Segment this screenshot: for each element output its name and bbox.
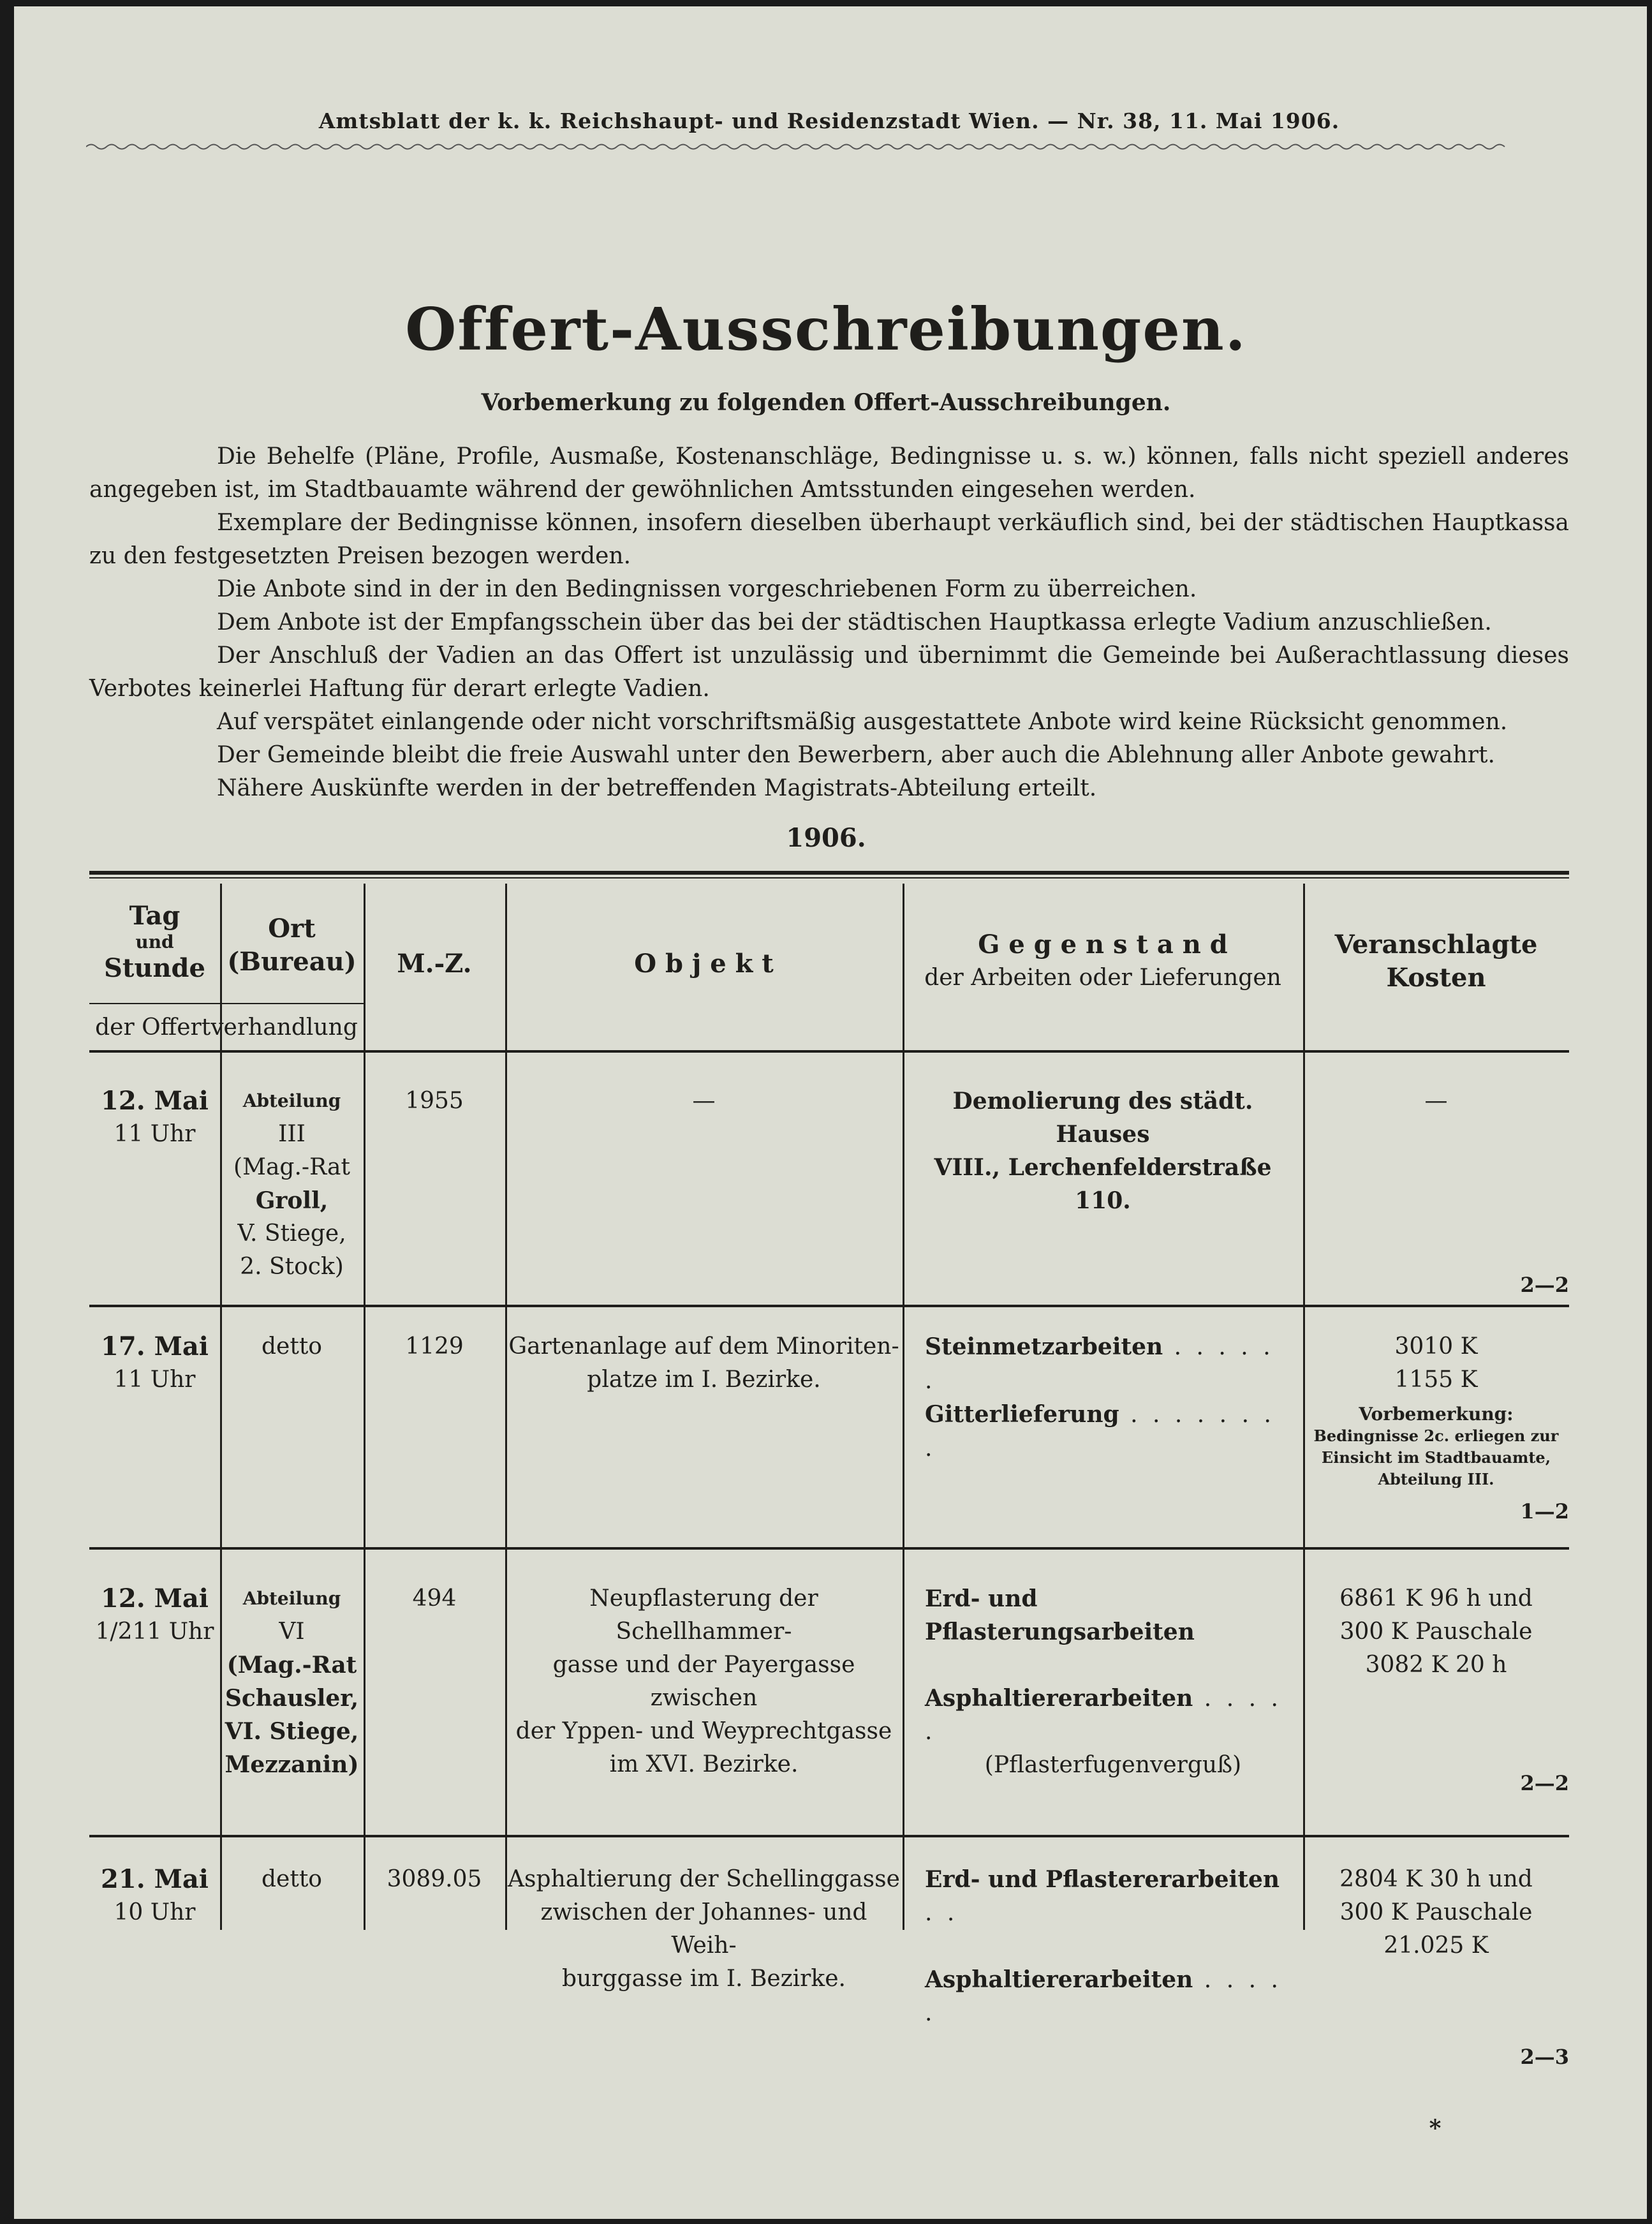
offert-subheader-rule (89, 1003, 364, 1004)
col-divider-4 (903, 884, 904, 1930)
page-header: Amtsblatt der k. k. Reichshaupt- und Residenzstadt Wien. — Nr. 38, 11. Mai 1906. (318, 108, 1340, 133)
row2-date: 17. Mai 11 Uhr (101, 1331, 209, 1393)
row2-objekt: Gartenanlage auf dem Minoriten- platze im I. Bezirke. (508, 1333, 899, 1393)
table-header-rule (89, 1050, 1569, 1053)
subtitle: Vorbemerkung zu folgenden Offert-Ausschreibungen. (481, 389, 1171, 416)
row2-mz: 1129 (405, 1333, 464, 1360)
row3-objekt: Neupflasterung der Schellhammer- gasse und der Payergasse zwischen der Yppen- und Weyprechtgasse im XVI. Bezirke. (515, 1585, 892, 1777)
row2-gegenstand: Steinmetzarbeiten . . . . . . Gitterlieferung . . . . . . . . (925, 1333, 1275, 1462)
header-mz: M.-Z. (397, 949, 472, 979)
row-rule-1 (89, 1305, 1569, 1307)
intro-paragraph-3: Die Anbote sind in der in den Bedingnissen vorgeschriebenen Form zu überreichen. (217, 576, 1197, 602)
header-wavy-rule (86, 142, 1572, 152)
row1-mz: 1955 (405, 1088, 464, 1114)
row4-gegenstand: Erd- und Pflastererarbeiten . . Asphaltiererarbeiten . . . . . (925, 1866, 1282, 2026)
row4-kosten: 2804 K 30 h und 300 K Pauschale 21.025 K (1339, 1866, 1533, 1959)
row4-ort: detto (262, 1866, 322, 1892)
row1-gegenstand: Demolierung des städt. Hauses VIII., Lerchenfelderstraße 110. (934, 1088, 1272, 1214)
table-top-rule-thin (89, 877, 1569, 878)
row3-gegenstand: Erd- und Pflasterungsarbeiten Asphaltiererarbeiten . . . . . (Pflasterfugenverguß) (925, 1585, 1282, 1778)
row-rule-3 (89, 1835, 1569, 1837)
header-gegenstand: G e g e n s t a n d der Arbeiten oder Lieferungen (924, 930, 1281, 991)
row1-kosten: — (1424, 1088, 1448, 1114)
row4-code: 2—3 (1520, 2045, 1569, 2069)
row2-ort: detto (262, 1333, 322, 1360)
row4-date: 21. Mai 10 Uhr (101, 1864, 209, 1925)
intro-paragraph-8: Nähere Auskünfte werden in der betreffenden Magistrats-Abteilung erteilt. (217, 775, 1097, 801)
row4-objekt: Asphaltierung der Schellinggasse zwischen der Johannes- und Weih- burggasse im I. Bezirke. (508, 1866, 900, 1992)
intro-paragraph-5: Der Anschluß der Vadien an das Offert ist unzulässig und übernimmt die Gemeinde bei Außerachtlassung dieses Verbotes keinerlei Haftung für derart erlegte Vadien. (89, 642, 1569, 702)
intro-paragraph-7: Der Gemeinde bleibt die freie Auswahl unter den Bewerbern, aber auch die Ablehnung aller Anbote gewahrt. (217, 742, 1495, 768)
row1-date: 12. Mai 11 Uhr (101, 1086, 209, 1147)
row-rule-2 (89, 1547, 1569, 1550)
intro-paragraph-4: Dem Anbote ist der Empfangsschein über das bei der städtischen Hauptkassa erlegte Vadium anzuschließen. (217, 609, 1492, 635)
intro-paragraph-2: Exemplare der Bedingnisse können, insofern dieselben überhaupt verkäuflich sind, bei der städtischen Hauptkassa zu den festgesetzten Preisen bezogen werden. (89, 510, 1569, 569)
col-divider-2 (364, 884, 365, 1930)
row2-code: 1—2 (1520, 1499, 1569, 1523)
row1-code: 2—2 (1520, 1273, 1569, 1297)
row3-ort: Abteilung VI (Mag.-Rat Schausler, VI. Stiege, Mezzanin) (225, 1588, 359, 1778)
intro-paragraph-1: Die Behelfe (Pläne, Profile, Ausmaße, Kostenanschläge, Bedingnisse u. s. w.) können, falls nicht speziell anderes angegeben ist, im Stadtbauamte während der gewöhnlichen Amtsstunden eingesehen werden. (89, 443, 1569, 503)
row2-kosten: 3010 K 1155 K (1394, 1333, 1478, 1393)
row2-note: Vorbemerkung: Bedingnisse 2c. erliegen zur Einsicht im Stadtbauamte, Abteilung III. (1313, 1404, 1559, 1488)
row4-mz: 3089.05 (387, 1866, 482, 1892)
header-offertverhandlung: der Offertverhandlung (95, 1014, 358, 1041)
page-title: Offert-Ausschreibungen. (405, 295, 1247, 364)
footer-asterisk: * (1429, 2115, 1442, 2142)
header-kosten: Veranschlagte Kosten (1334, 930, 1538, 993)
header-tag: Tag und Stunde (104, 901, 205, 983)
table-top-rule (89, 871, 1569, 875)
header-objekt: O b j e k t (634, 949, 774, 979)
row1-objekt: — (692, 1088, 716, 1114)
row3-kosten: 6861 K 96 h und 300 K Pauschale 3082 K 20 h (1339, 1585, 1533, 1678)
row3-date: 12. Mai 1/211 Uhr (95, 1583, 214, 1645)
row1-ort: Abteilung III (Mag.-Rat Groll, V. Stiege, 2. Stock) (233, 1090, 350, 1280)
table-year: 1906. (786, 823, 866, 853)
intro-paragraph-6: Auf verspätet einlangende oder nicht vorschriftsmäßig ausgestattete Anbote wird keine Rücksicht genommen. (217, 709, 1508, 735)
row3-code: 2—2 (1520, 1771, 1569, 1795)
header-ort: Ort (Bureau) (227, 914, 357, 977)
row3-mz: 494 (412, 1585, 457, 1612)
